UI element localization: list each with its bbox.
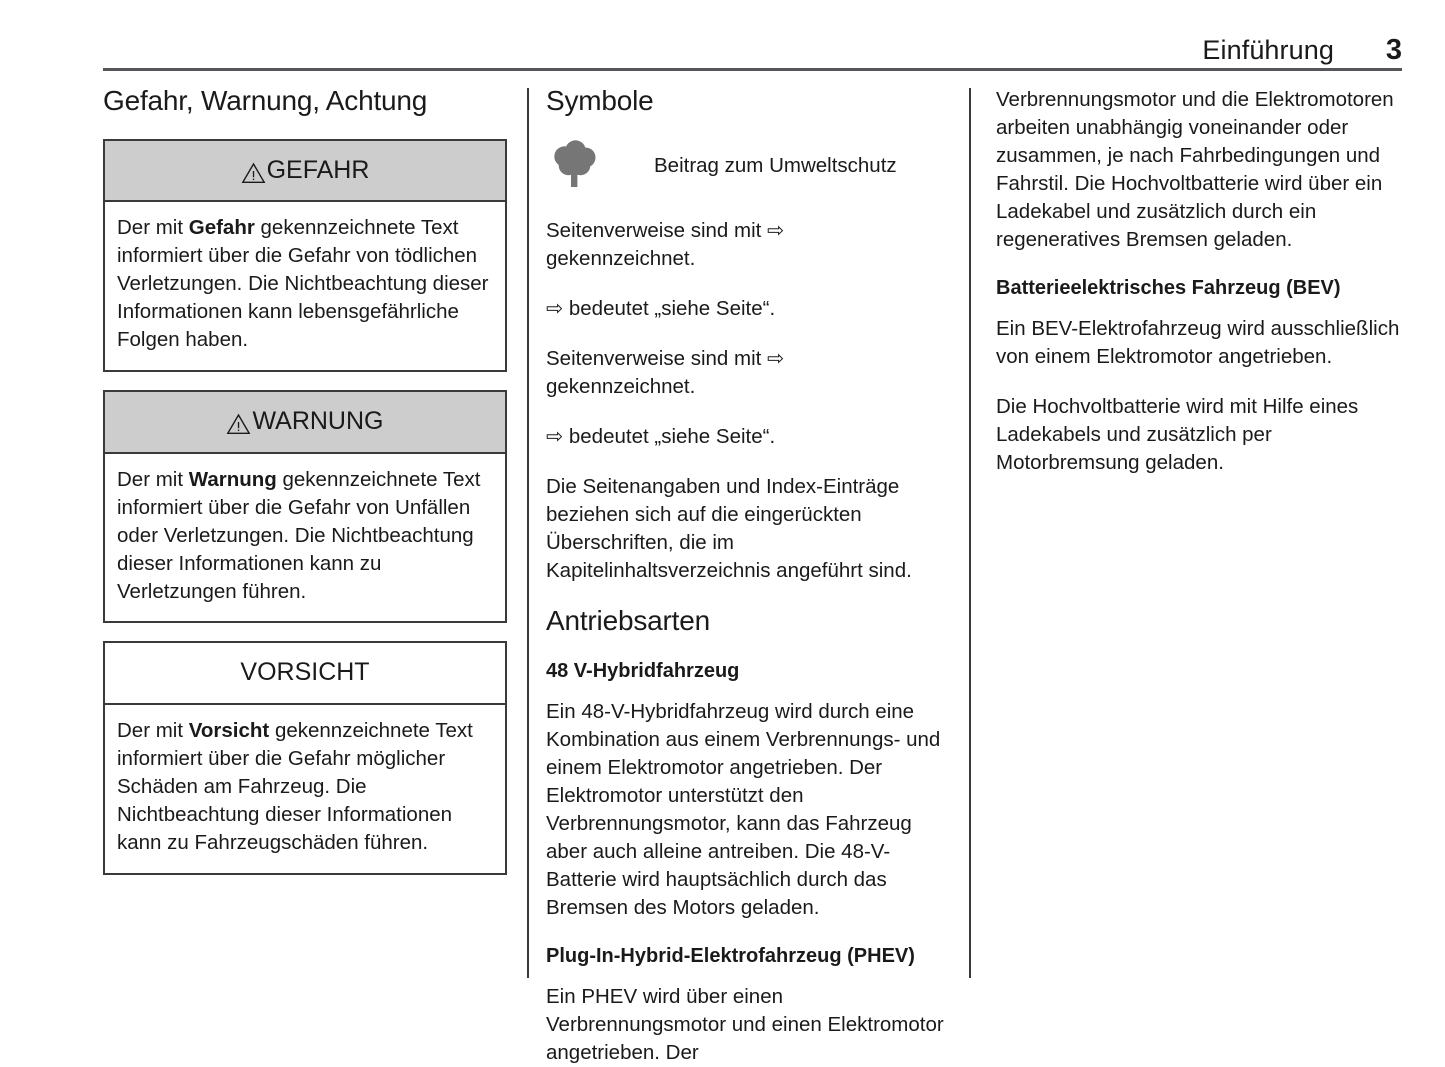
subheading-bev: Batterieelektrisches Fahrzeug (BEV) — [996, 276, 1341, 299]
notice-text-prefix: Der mit — [117, 216, 189, 240]
notice-text-rest: gekennzeichnete Text informiert über die Gefahr von Unfällen oder Verletzungen. Die Nichtbeachtung dieser Informationen kann zu Verletzungen führen. — [117, 467, 481, 603]
tree-icon — [546, 140, 602, 192]
notice-header-vorsicht — [105, 643, 505, 705]
notice-label-vorsicht: VORSICHT — [240, 658, 370, 687]
symbol-environment-label: Beitrag zum Umweltschutz — [654, 153, 897, 177]
section-title-gefahr-warnung-achtung: Gefahr, Warnung, Achtung — [103, 85, 428, 116]
notice-header-gefahr — [105, 141, 505, 203]
paragraph-pageref-2 — [546, 345, 950, 401]
notice-text-prefix: Der mit — [117, 467, 189, 491]
notice-box-gefahr — [103, 139, 507, 372]
notice-text-prefix: Der mit — [117, 718, 189, 742]
symbol-environment-row — [546, 139, 950, 193]
pageref-line-1a: Seitenverweise sind mit ⇨ — [546, 218, 785, 242]
notice-header-warnung — [105, 392, 505, 454]
notice-text-rest: gekennzeichnete Text informiert über die Gefahr von tödlichen Verletzungen. Die Nichtbeachtung dieser Informationen kann lebensgefährliche Folgen haben. — [117, 216, 489, 352]
page-number: 3 — [1385, 34, 1402, 66]
subheading-48v-hybrid: 48 V-Hybridfahrzeug — [546, 660, 740, 683]
pageref-line-2b: gekennzeichnet. — [546, 374, 696, 398]
section-title-symbole: Symbole — [546, 85, 654, 116]
page-title: Einführung — [1202, 35, 1334, 65]
column-one — [103, 86, 507, 893]
warning-triangle-icon — [241, 162, 266, 184]
notice-text-keyword: Gefahr — [188, 216, 255, 240]
paragraph-bev-2: Die Hochvoltbatterie wird mit Hilfe eines Ladekabels und zusätzlich per Motorbremsung geladen. — [996, 394, 1359, 474]
column-divider-2 — [969, 88, 971, 978]
paragraph-index-note: Die Seitenangaben und Index-Einträge beziehen sich auf die eingerückten Überschriften, die im Kapitelinhaltsverzeichnis angeführt sind. — [546, 474, 912, 582]
notice-box-warnung — [103, 390, 507, 623]
paragraph-means-2: ⇨ bedeutet „siehe Seite“. — [546, 424, 776, 448]
notice-label-warnung: WARNUNG — [252, 407, 384, 436]
warning-triangle-icon — [226, 413, 251, 435]
notice-text-keyword: Warnung — [188, 467, 277, 491]
paragraph-bev-1: Ein BEV-Elektrofahrzeug wird ausschließlich von einem Elektromotor angetrieben. — [996, 316, 1400, 368]
pageref-line-2a: Seitenverweise sind mit ⇨ — [546, 346, 785, 370]
paragraph-phev: Ein PHEV wird über einen Verbrennungsmotor und einen Elektromotor angetrieben. Der — [546, 985, 944, 1064]
notice-body-warnung — [105, 454, 505, 622]
column-three — [996, 86, 1402, 477]
header-divider-rule — [103, 68, 1402, 71]
subheading-phev: Plug-In-Hybrid-Elektrofahrzeug (PHEV) — [546, 945, 915, 968]
notice-body-vorsicht — [105, 705, 505, 873]
notice-text-rest: gekennzeichnete Text informiert über die Gefahr möglicher Schäden am Fahrzeug. Die Nichtbeachtung dieser Informationen kann zu Fahrzeugschäden führen. — [117, 718, 473, 854]
paragraph-48v-hybrid: Ein 48-V-Hybridfahrzeug wird durch eine Kombination aus einem Verbrennungs- und einem Elektromotor angetrieben. Der Elektromotor unterstützt den Verbrennungsmotor, kann das Fahrzeug aber auch alleine antreiben. Die 48-V-Batterie wird hauptsächlich durch das Bremsen des Motors geladen. — [546, 700, 941, 920]
notice-body-gefahr — [105, 202, 505, 370]
paragraph-means-1: ⇨ bedeutet „siehe Seite“. — [546, 296, 776, 320]
notice-label-gefahr: GEFAHR — [266, 155, 370, 184]
notice-box-vorsicht — [103, 641, 507, 874]
paragraph-phev-continued: Verbrennungsmotor und die Elektromotoren arbeiten unabhängig voneinander oder zusammen, je nach Fahrbedingungen und Fahrstil. Die Hochvoltbatterie wird über ein Ladekabel und zusätzlich durch ein regeneratives Bremsen geladen. — [996, 88, 1394, 251]
pageref-line-1b: gekennzeichnet. — [546, 246, 696, 270]
column-divider-1 — [527, 88, 529, 978]
section-title-antriebsarten: Antriebsarten — [546, 605, 710, 637]
notice-text-keyword: Vorsicht — [188, 718, 270, 742]
column-two — [546, 86, 950, 1067]
paragraph-pageref-1 — [546, 217, 950, 273]
running-header — [103, 34, 1402, 72]
